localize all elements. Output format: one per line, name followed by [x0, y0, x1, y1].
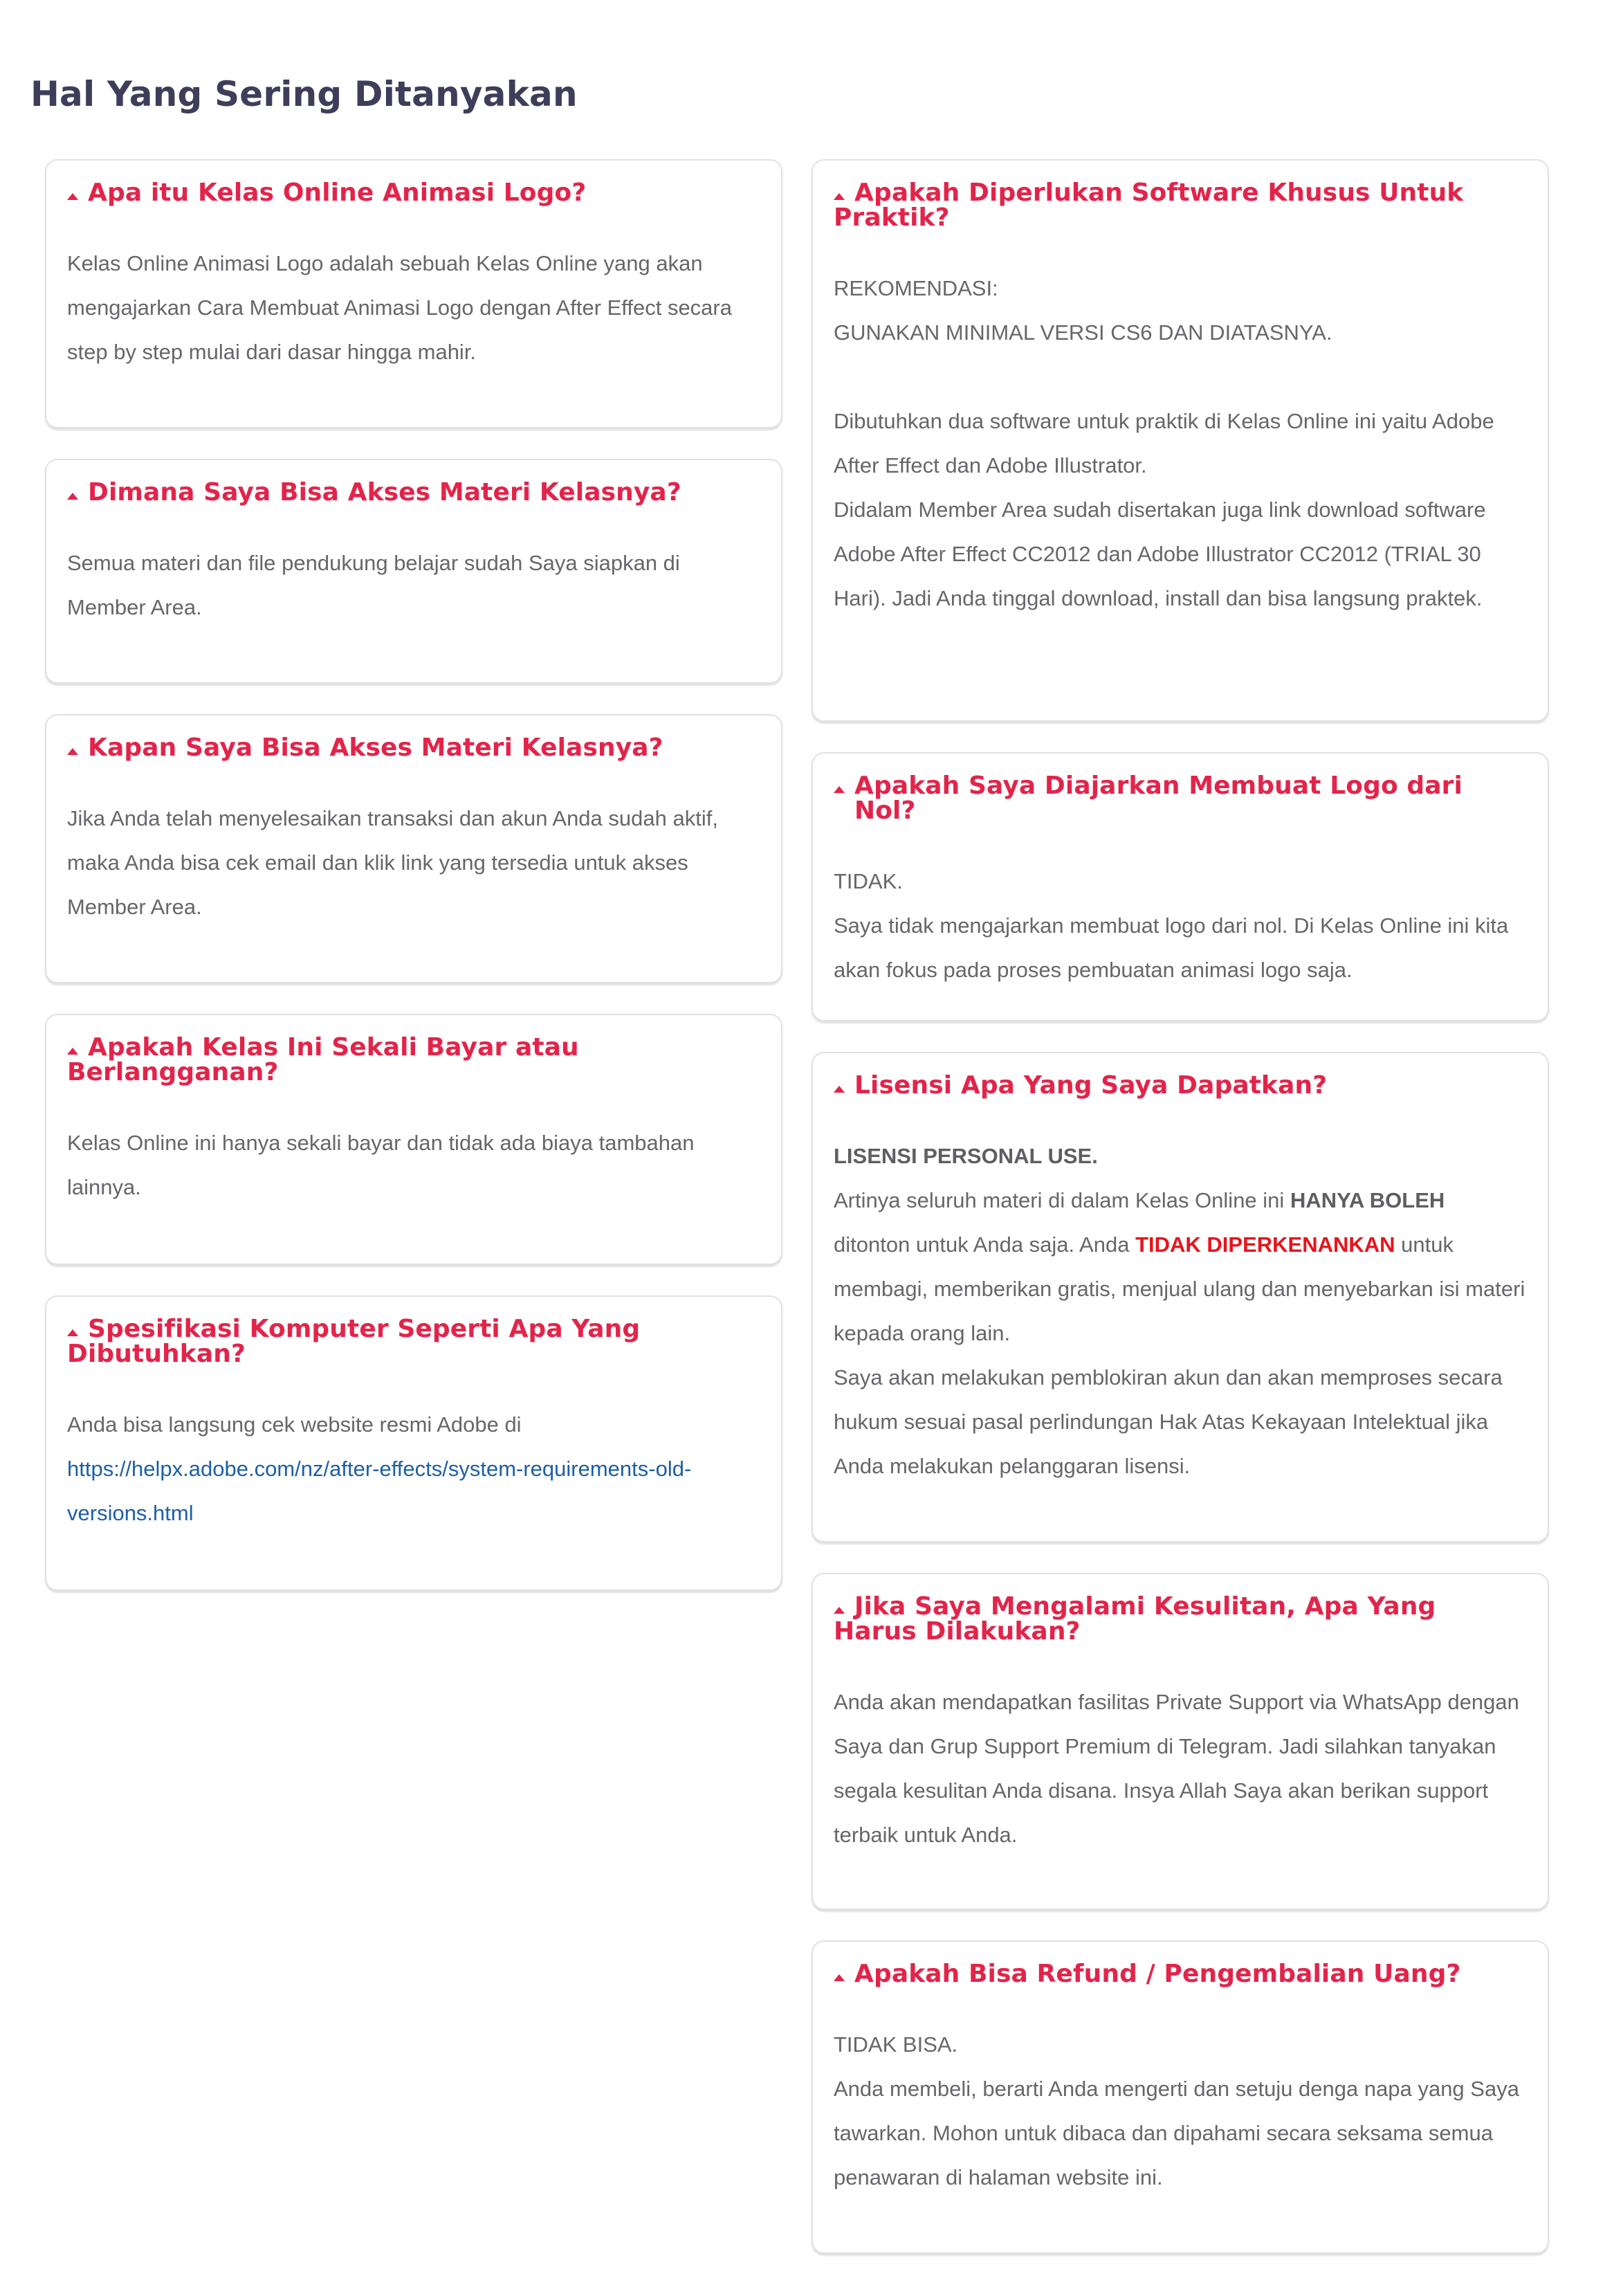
- faq-answer-paragraph: Dibutuhkan dua software untuk praktik di Kelas Online ini yaitu Adobe After Effect dan Adobe Illustrator.: [834, 409, 1494, 477]
- faq-answer: [67, 1403, 760, 1536]
- text-run: untuk membagi, memberikan gratis, menjual ulang dan menyebarkan isi materi kepada orang lain.: [834, 1232, 1525, 1345]
- faq-question: Apakah Bisa Refund / Pengembalian Uang?: [854, 1960, 1461, 1988]
- faq-answer-paragraph: Semua materi dan file pendukung belajar sudah Saya siapkan di Member Area.: [67, 551, 680, 619]
- caret-up-icon: [834, 1086, 845, 1093]
- faq-answer-paragraph: TIDAK.: [834, 869, 903, 893]
- faq-item: [812, 1940, 1549, 2254]
- faq-answer: [67, 242, 760, 374]
- faq-question-toggle[interactable]: [834, 1594, 1527, 1644]
- faq-answer: [834, 2023, 1527, 2200]
- caret-up-icon: [67, 193, 78, 200]
- faq-item: [45, 1014, 782, 1265]
- faq-answer-paragraph: Didalam Member Area sudah disertakan juga link download software Adobe After Effect CC2012 dan Adobe Illustrator CC2012 (TRIAL 30 Hari). Jadi Anda tinggal download, install dan bisa langsung praktek.: [834, 498, 1486, 610]
- faq-question: Apakah Kelas Ini Sekali Bayar atau Berlangganan?: [67, 1033, 579, 1086]
- warning-text: TIDAK DIPERKENANKAN: [1135, 1232, 1395, 1257]
- faq-question-toggle[interactable]: [67, 736, 760, 760]
- caret-up-icon: [67, 748, 78, 755]
- faq-answer-paragraph: Saya akan melakukan pemblokiran akun dan akan memproses secara hukum sesuai pasal perlindungan Hak Atas Kekayaan Intelektual jika Anda melakukan pelanggaran lisensi.: [834, 1365, 1503, 1478]
- faq-question: Apakah Diperlukan Software Khusus Untuk Praktik?: [834, 179, 1464, 232]
- faq-question: Kapan Saya Bisa Akses Materi Kelasnya?: [88, 734, 663, 762]
- faq-item: [45, 714, 782, 983]
- faq-question-toggle[interactable]: [67, 1317, 760, 1367]
- faq-question-toggle[interactable]: [834, 181, 1527, 230]
- faq-answer: [834, 1134, 1527, 1488]
- faq-item: [812, 1052, 1549, 1542]
- emphasis-text: HANYA BOLEH: [1290, 1188, 1445, 1212]
- faq-item: [812, 159, 1549, 722]
- faq-answer: [67, 541, 760, 630]
- adobe-requirements-link[interactable]: https://helpx.adobe.com/nz/after-effects/system-requirements-old-versions.html: [67, 1457, 692, 1525]
- caret-up-icon: [834, 786, 845, 793]
- faq-question: Spesifikasi Komputer Seperti Apa Yang Dibutuhkan?: [67, 1315, 641, 1368]
- faq-question-toggle[interactable]: [834, 1073, 1527, 1098]
- caret-up-icon: [834, 1974, 845, 1981]
- spacer: [834, 355, 1527, 399]
- faq-answer-paragraph: Kelas Online Animasi Logo adalah sebuah Kelas Online yang akan mengajarkan Cara Membuat Animasi Logo dengan After Effect secara step by step mulai dari dasar hingga mahir.: [67, 251, 732, 364]
- faq-column-left: [45, 159, 782, 1621]
- caret-up-icon: [67, 493, 78, 500]
- faq-answer-paragraph: GUNAKAN MINIMAL VERSI CS6 DAN DIATASNYA.: [834, 320, 1332, 345]
- faq-answer-paragraph: Jika Anda telah menyelesaikan transaksi dan akun Anda sudah aktif, maka Anda bisa cek email dan klik link yang tersedia untuk akses Member Area.: [67, 806, 718, 919]
- faq-answer-text: Anda bisa langsung cek website resmi Adobe di: [67, 1412, 522, 1437]
- faq-answer-paragraph: Anda akan mendapatkan fasilitas Private Support via WhatsApp dengan Saya dan Grup Support Premium di Telegram. Jadi silahkan tanyakan segala kesulitan Anda disana. Insya Allah Saya akan berikan support terbaik untuk Anda.: [834, 1690, 1519, 1847]
- page-title: Hal Yang Sering Ditanyakan: [30, 74, 578, 114]
- faq-answer-paragraph: REKOMENDASI:: [834, 276, 998, 300]
- faq-item: [45, 459, 782, 684]
- faq-question-toggle[interactable]: [67, 480, 760, 505]
- faq-answer-paragraph: Kelas Online ini hanya sekali bayar dan tidak ada biaya tambahan lainnya.: [67, 1131, 695, 1199]
- faq-answer-paragraph: Anda membeli, berarti Anda mengerti dan setuju denga napa yang Saya tawarkan. Mohon untuk dibaca dan dipahami secara seksama semua penawaran di halaman website ini.: [834, 2077, 1519, 2189]
- faq-column-right: [812, 159, 1549, 2284]
- license-heading: LISENSI PERSONAL USE.: [834, 1144, 1098, 1168]
- faq-question-toggle[interactable]: [67, 181, 760, 206]
- faq-item: [812, 752, 1549, 1021]
- faq-question-toggle[interactable]: [67, 1035, 760, 1085]
- faq-item: [812, 1573, 1549, 1910]
- faq-item: [45, 1295, 782, 1591]
- faq-question: Apakah Saya Diajarkan Membuat Logo dari Nol?: [854, 772, 1462, 825]
- faq-answer: [834, 1680, 1527, 1857]
- faq-answer: [67, 796, 760, 929]
- faq-question-toggle[interactable]: [834, 774, 1527, 823]
- faq-answer: [834, 266, 1527, 621]
- faq-answer-paragraph: [834, 1178, 1527, 1356]
- faq-question-toggle[interactable]: [834, 1962, 1527, 1987]
- faq-answer: [834, 859, 1527, 992]
- faq-item: [45, 159, 782, 428]
- faq-answer-paragraph: TIDAK BISA.: [834, 2032, 958, 2057]
- faq-answer: [67, 1121, 760, 1210]
- faq-question: Lisensi Apa Yang Saya Dapatkan?: [854, 1071, 1328, 1100]
- text-run: Artinya seluruh materi di dalam Kelas Online ini: [834, 1188, 1285, 1212]
- text-run: ditonton untuk Anda saja. Anda: [834, 1232, 1130, 1257]
- faq-question: Jika Saya Mengalami Kesulitan, Apa Yang Harus Dilakukan?: [834, 1592, 1436, 1646]
- faq-answer-paragraph: [67, 1403, 760, 1536]
- faq-question: Apa itu Kelas Online Animasi Logo?: [88, 179, 587, 207]
- faq-answer-paragraph: Saya tidak mengajarkan membuat logo dari nol. Di Kelas Online ini kita akan fokus pada proses pembuatan animasi logo saja.: [834, 913, 1509, 982]
- faq-question: Dimana Saya Bisa Akses Materi Kelasnya?: [88, 478, 681, 507]
